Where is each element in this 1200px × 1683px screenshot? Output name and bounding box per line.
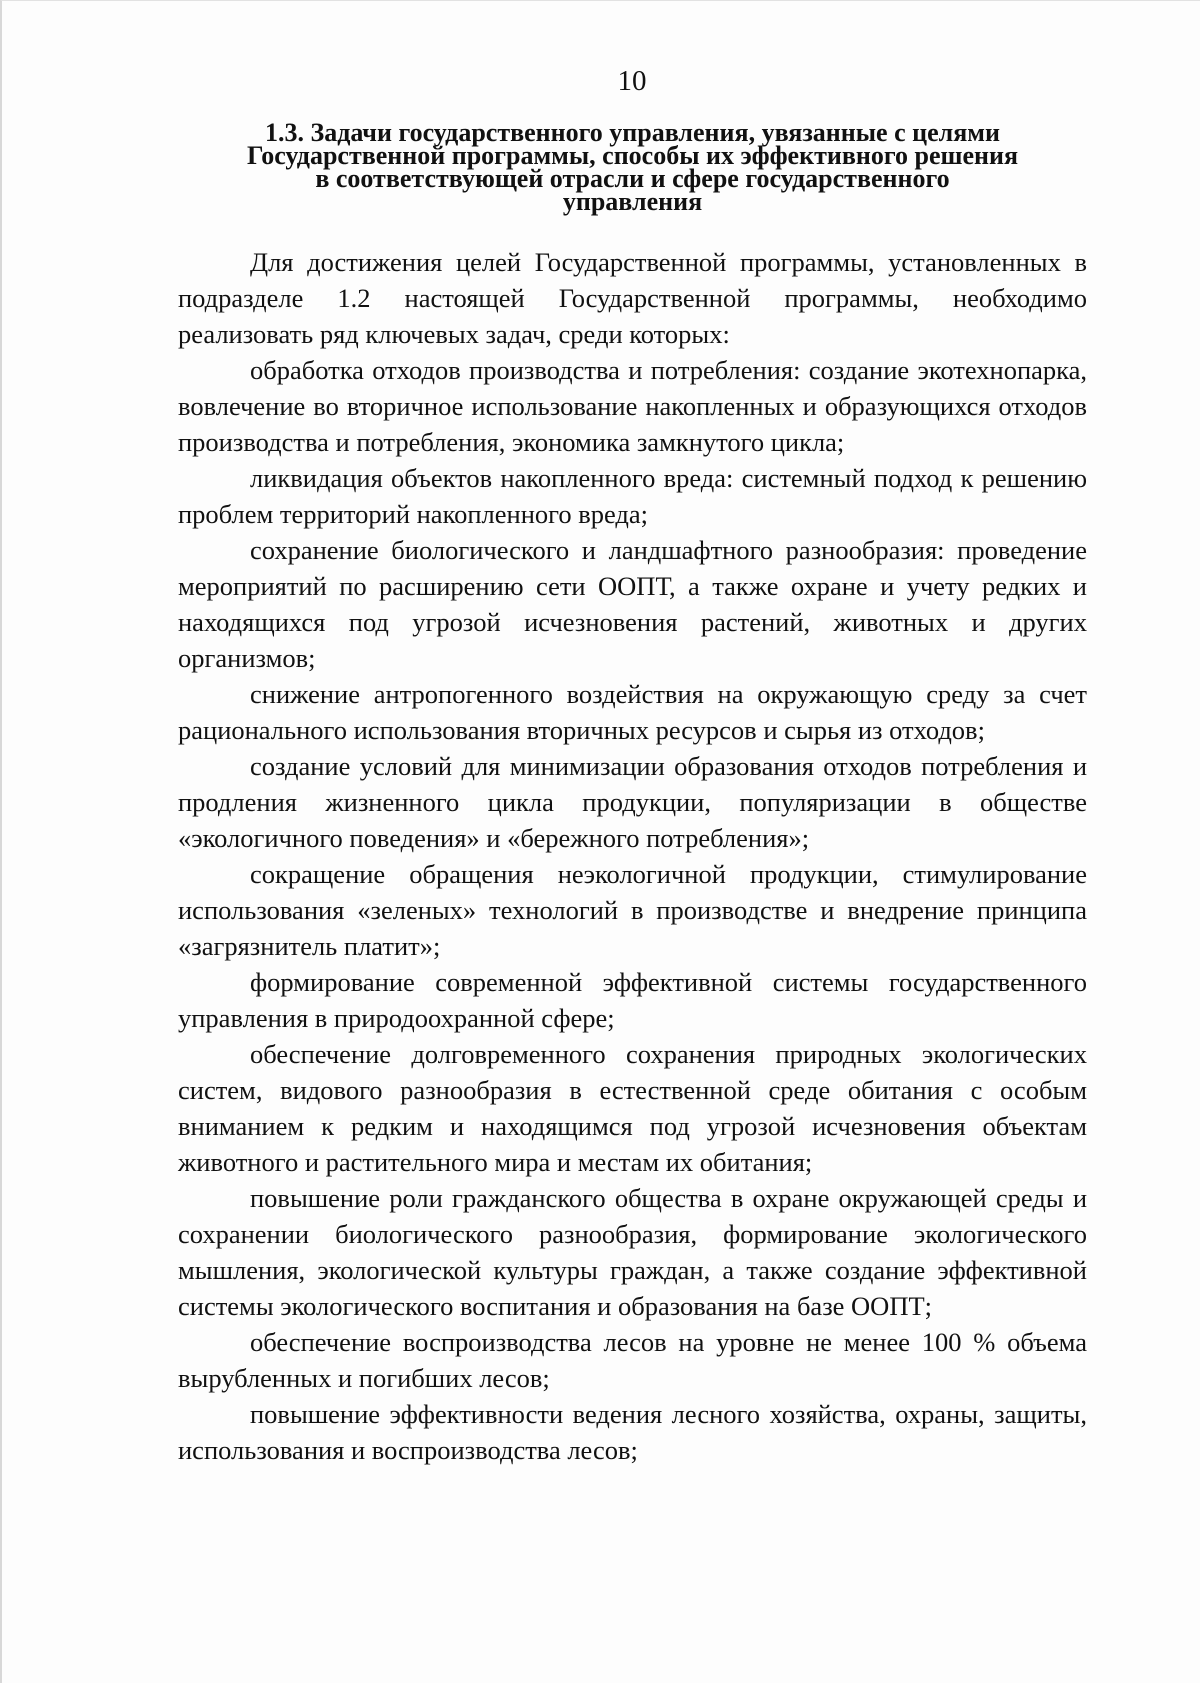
task-paragraph: обеспечение долговременного сохранения природных экологических систем, видового разнообразия в естественной среде обитания с особым вниманием к редким и находящимся под угрозой исчезновения объектам животного и растительного мира и местам их обитания; — [178, 1039, 1087, 1177]
task-paragraph: повышение эффективности ведения лесного хозяйства, охраны, защиты, использования и воспроизводства лесов; — [178, 1399, 1087, 1465]
task-paragraph: повышение роли гражданского общества в охране окружающей среды и сохранении биологического разнообразия, формирование экологического мышления, экологической культуры граждан, а также создание эффективной системы экологического воспитания и образования на базе ООПТ; — [178, 1183, 1087, 1321]
task-paragraph: формирование современной эффективной системы государственного управления в природоохранной сфере; — [178, 967, 1087, 1033]
section-heading — [178, 118, 1087, 216]
heading-line: управления — [562, 187, 703, 216]
task-paragraph: обеспечение воспроизводства лесов на уровне не менее 100 % объема вырубленных и погибших лесов; — [178, 1327, 1087, 1393]
task-paragraph: сокращение обращения неэкологичной продукции, стимулирование использования «зеленых» технологий в производстве и внедрение принципа «загрязнитель платит»; — [178, 859, 1087, 961]
intro-paragraph: Для достижения целей Государственной программы, установленных в подразделе 1.2 настоящей Государственной программы, необходимо реализовать ряд ключевых задач, среди которых: — [178, 247, 1087, 349]
page-number: 10 — [617, 65, 647, 97]
heading-line: в соответствующей отрасли и сфере государственного — [315, 164, 950, 193]
task-paragraph: сохранение биологического и ландшафтного разнообразия: проведение мероприятий по расширению сети ООПТ, а также охране и учету редких и находящихся под угрозой исчезновения растений, животных и других организмов; — [178, 535, 1087, 673]
task-paragraph: обработка отходов производства и потребления: создание экотехнопарка, вовлечение во вторичное использование накопленных и образующихся отходов производства и потребления, экономика замкнутого цикла; — [178, 355, 1087, 457]
task-paragraph: ликвидация объектов накопленного вреда: системный подход к решению проблем территорий накопленного вреда; — [178, 463, 1087, 529]
body-text — [178, 244, 1087, 1468]
task-paragraph: снижение антропогенного воздействия на окружающую среду за счет рационального использования вторичных ресурсов и сырья из отходов; — [178, 679, 1087, 745]
task-paragraph: создание условий для минимизации образования отходов потребления и продления жизненного цикла продукции, популяризации в обществе «экологичного поведения» и «бережного потребления»; — [178, 751, 1087, 853]
heading-line: Государственной программы, способы их эффективного решения — [246, 141, 1019, 170]
heading-line: 1.3. Задачи государственного управления, увязанные с целями — [264, 118, 1001, 147]
